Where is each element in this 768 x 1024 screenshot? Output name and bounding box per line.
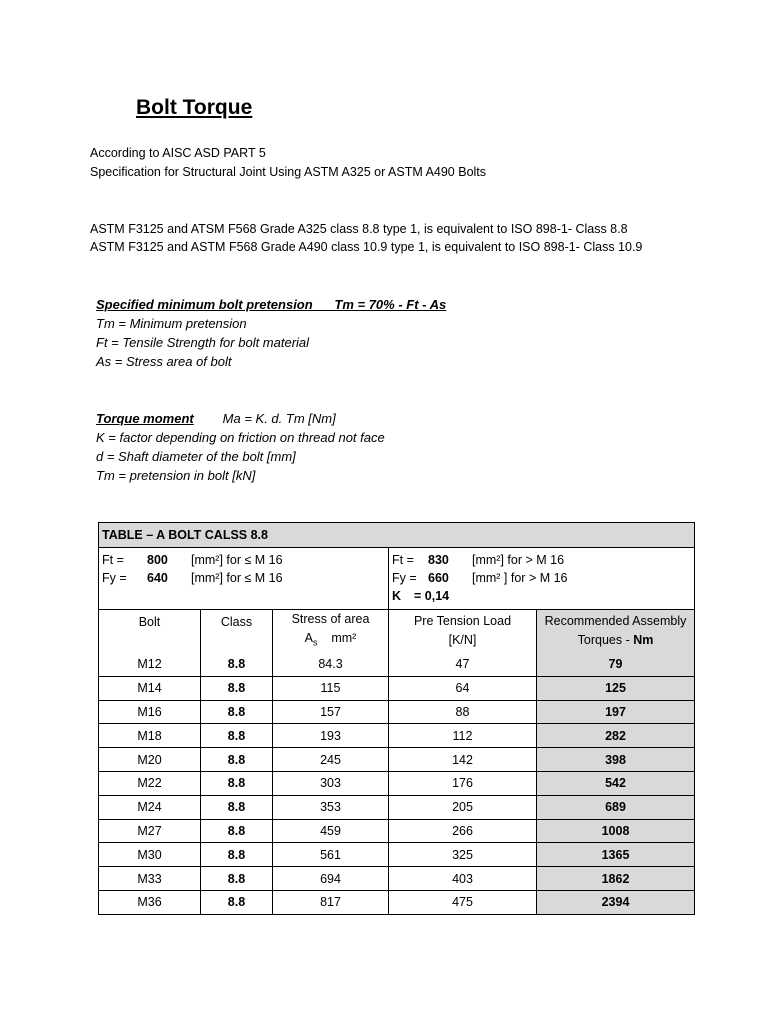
ft-unit-right: [mm²] for > M 16 xyxy=(472,553,565,567)
cell-class: 8.8 xyxy=(200,724,272,747)
k-label: K xyxy=(392,589,402,603)
table-row xyxy=(99,890,694,914)
header-pretension-load: Pre Tension Load [K/N] xyxy=(388,610,536,652)
cell-torque: 398 xyxy=(536,748,694,771)
cell-bolt: M14 xyxy=(137,681,162,696)
cell-stress-area: 84.3 xyxy=(272,652,388,676)
intro-line-2: Specification for Structural Joint Using ASTM A325 or ASTM A490 Bolts xyxy=(90,165,487,179)
cell-pretension-load: 112 xyxy=(388,724,536,747)
cell-bolt: M30 xyxy=(137,847,162,862)
cell-stress-area: 561 xyxy=(272,843,388,866)
ft-unit-left: [mm²] for ≤ M 16 xyxy=(191,553,283,567)
torque-def-2: d = Shaft diameter of the bolt [mm] xyxy=(96,449,296,464)
table-row xyxy=(99,747,694,771)
cell-bolt: M18 xyxy=(137,728,162,743)
equivalence-line-1: ASTM F3125 and ATSM F568 Grade A325 class 8.8 type 1, is equivalent to ISO 898-1- Class 8.8 xyxy=(90,222,628,236)
table-row xyxy=(99,819,694,843)
table-row xyxy=(99,842,694,866)
cell-pretension-load: 176 xyxy=(388,772,536,795)
pretension-def-3: As = Stress area of bolt xyxy=(96,354,232,369)
cell-torque: 125 xyxy=(536,677,694,700)
params-right xyxy=(388,548,694,609)
torque-def-3: Tm = pretension in bolt [kN] xyxy=(96,468,256,483)
cell-class: 8.8 xyxy=(200,867,272,890)
equivalence-line-2: ASTM F3125 and ASTM F568 Grade A490 class 10.9 type 1, is equivalent to ISO 898-1- Class 10.9 xyxy=(90,240,643,254)
table-row xyxy=(99,723,694,747)
cell-bolt: M12 xyxy=(137,656,162,671)
cell-bolt: M36 xyxy=(137,895,162,910)
cell-torque: 689 xyxy=(536,796,694,819)
cell-class: 8.8 xyxy=(200,891,272,914)
table-row xyxy=(99,771,694,795)
cell-stress-area: 115 xyxy=(272,677,388,700)
ft-label-right: Ft = xyxy=(392,553,414,567)
intro-line-1: According to AISC ASD PART 5 xyxy=(90,146,266,160)
cell-class: 8.8 xyxy=(200,652,272,676)
cell-pretension-load: 142 xyxy=(388,748,536,771)
cell-torque: 1365 xyxy=(536,843,694,866)
table-row xyxy=(99,676,694,700)
table-row xyxy=(99,652,694,676)
fy-label-left: Fy = xyxy=(102,571,127,585)
fy-label-right: Fy = xyxy=(392,571,417,585)
cell-pretension-load: 475 xyxy=(388,891,536,914)
torque-formula: Ma = K. d. Tm [Nm] xyxy=(222,411,336,426)
cell-stress-area: 353 xyxy=(272,796,388,819)
header-recommended-torque: Recommended Assembly Torques - Nm xyxy=(536,610,694,652)
table-row xyxy=(99,795,694,819)
cell-bolt: M16 xyxy=(137,704,162,719)
params-left xyxy=(99,548,388,609)
cell-torque: 1862 xyxy=(536,867,694,890)
page-title: Bolt Torque xyxy=(136,96,253,119)
cell-stress-area: 459 xyxy=(272,820,388,843)
cell-bolt: M33 xyxy=(137,871,162,886)
header-stress-area: Stress of area $A_s$ mm² xyxy=(272,610,388,652)
cell-bolt: M22 xyxy=(137,776,162,791)
cell-bolt: M24 xyxy=(137,800,162,815)
cell-torque: 542 xyxy=(536,772,694,795)
table-title: TABLE – A BOLT CALSS 8.8 xyxy=(99,523,694,547)
cell-class: 8.8 xyxy=(200,748,272,771)
cell-class: 8.8 xyxy=(200,772,272,795)
cell-stress-area: 303 xyxy=(272,772,388,795)
torque-def-1: K = factor depending on friction on thread not face xyxy=(96,430,385,445)
cell-class: 8.8 xyxy=(200,677,272,700)
header-class: Class xyxy=(200,610,272,652)
cell-torque: 1008 xyxy=(536,820,694,843)
cell-bolt: M20 xyxy=(137,752,162,767)
cell-class: 8.8 xyxy=(200,796,272,819)
cell-pretension-load: 88 xyxy=(388,701,536,724)
cell-pretension-load: 403 xyxy=(388,867,536,890)
pretension-heading-line xyxy=(96,295,446,314)
cell-pretension-load: 205 xyxy=(388,796,536,819)
table-body xyxy=(99,652,694,914)
torque-heading: Torque moment xyxy=(96,411,194,426)
fy-value-left: 640 xyxy=(147,571,168,585)
table-row xyxy=(99,700,694,724)
cell-class: 8.8 xyxy=(200,701,272,724)
pretension-def-2: Ft = Tensile Strength for bolt material xyxy=(96,335,310,350)
cell-stress-area: 245 xyxy=(272,748,388,771)
table-parameters xyxy=(99,547,694,609)
fy-value-right: 660 xyxy=(428,571,449,585)
cell-stress-area: 817 xyxy=(272,891,388,914)
bolt-torque-table xyxy=(98,522,695,915)
k-value: = 0,14 xyxy=(414,589,450,603)
header-bolt: Bolt xyxy=(138,615,161,629)
cell-torque: 197 xyxy=(536,701,694,724)
cell-torque: 2394 xyxy=(536,891,694,914)
cell-class: 8.8 xyxy=(200,820,272,843)
cell-pretension-load: 47 xyxy=(388,652,536,676)
fy-unit-left: [mm²] for ≤ M 16 xyxy=(191,571,283,585)
pretension-formula: Tm = 70% - Ft - As xyxy=(334,297,447,312)
torque-heading-line xyxy=(96,409,336,428)
table-row xyxy=(99,866,694,890)
cell-stress-area: 694 xyxy=(272,867,388,890)
cell-pretension-load: 266 xyxy=(388,820,536,843)
cell-class: 8.8 xyxy=(200,843,272,866)
cell-stress-area: 157 xyxy=(272,701,388,724)
ft-value-left: 800 xyxy=(147,553,168,567)
fy-unit-right: [mm² ] for > M 16 xyxy=(472,571,568,585)
cell-torque: 282 xyxy=(536,724,694,747)
cell-torque: 79 xyxy=(536,652,694,676)
cell-bolt: M27 xyxy=(137,823,162,838)
ft-value-right: 830 xyxy=(428,553,449,567)
pretension-heading: Specified minimum bolt pretension xyxy=(96,297,313,312)
cell-stress-area: 193 xyxy=(272,724,388,747)
ft-label-left: Ft = xyxy=(102,553,124,567)
cell-pretension-load: 325 xyxy=(388,843,536,866)
column-headers xyxy=(99,609,694,652)
pretension-def-1: Tm = Minimum pretension xyxy=(96,316,247,331)
cell-pretension-load: 64 xyxy=(388,677,536,700)
